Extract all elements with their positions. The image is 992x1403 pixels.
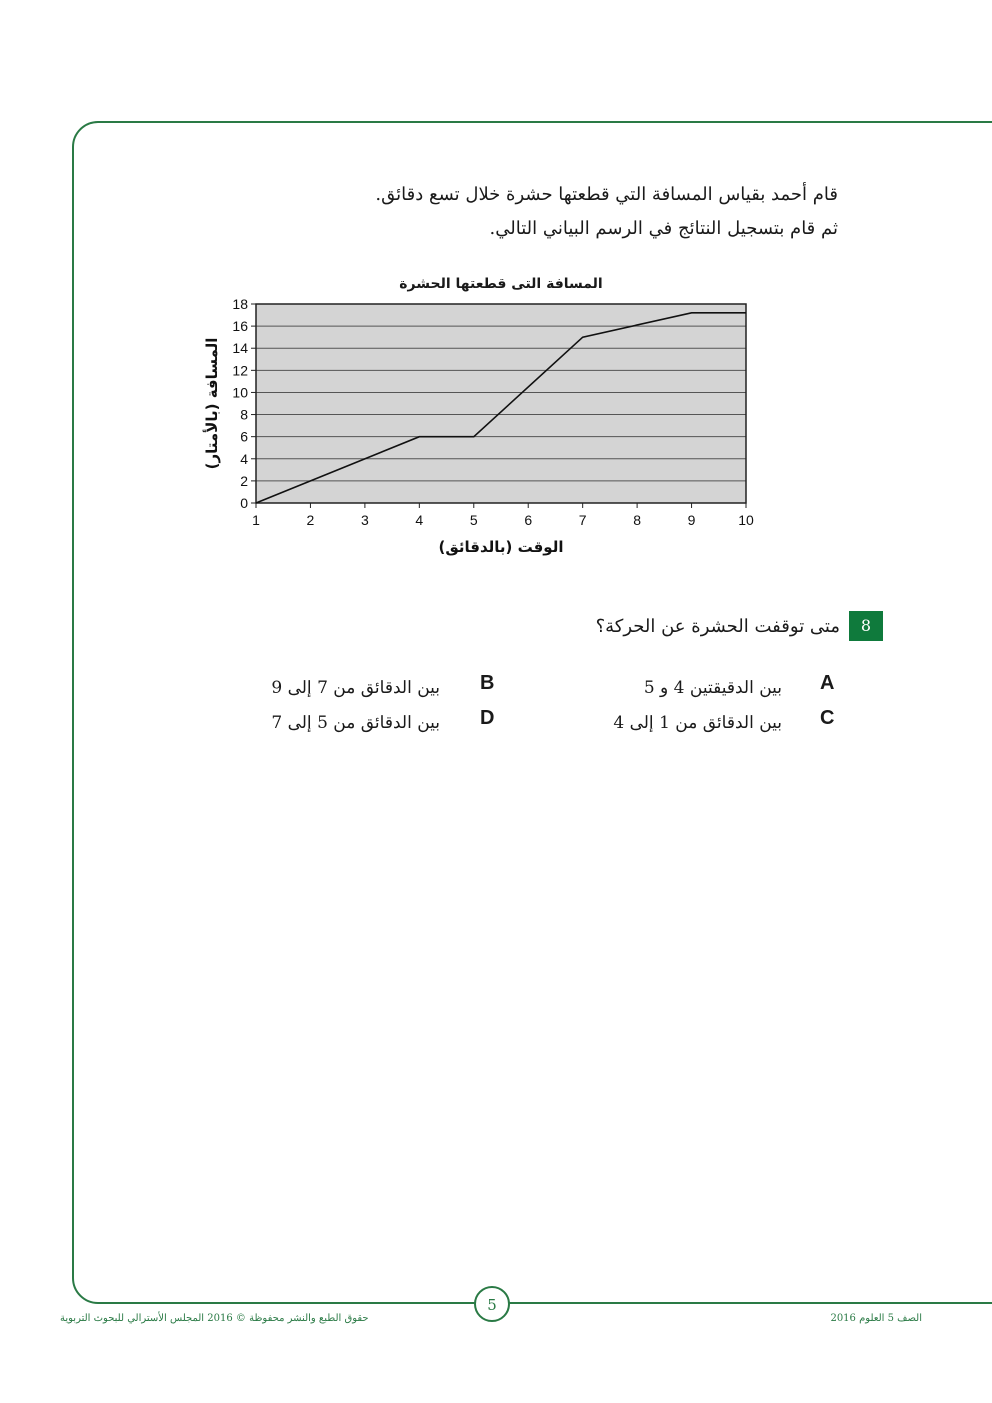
option-b-letter[interactable]: B bbox=[480, 672, 495, 694]
distance-chart bbox=[0, 0, 992, 600]
y-tick-label: 10 bbox=[232, 384, 248, 401]
x-axis-label: الوقت (بالدقائق) bbox=[438, 538, 564, 556]
option-b-text[interactable]: بين الدقائق من 7 إلى 9 bbox=[271, 678, 440, 698]
x-tick-label: 4 bbox=[415, 512, 424, 528]
y-tick-label: 14 bbox=[232, 340, 248, 357]
chart-title: المسافة التى قطعتها الحشرة bbox=[399, 276, 603, 292]
x-tick-label: 5 bbox=[469, 512, 478, 528]
y-tick-label: 8 bbox=[240, 406, 248, 423]
x-tick-label: 2 bbox=[306, 512, 315, 528]
question-text: متى توقفت الحشرة عن الحركة؟ bbox=[595, 616, 840, 637]
y-tick-label: 6 bbox=[240, 428, 248, 445]
page-number: 5 bbox=[474, 1286, 510, 1322]
option-c-text[interactable]: بين الدقائق من 1 إلى 4 bbox=[613, 713, 782, 733]
y-axis-label: المسافة (بالأمتار) bbox=[203, 337, 221, 470]
option-d-text[interactable]: بين الدقائق من 5 إلى 7 bbox=[271, 713, 440, 733]
option-c-letter[interactable]: C bbox=[820, 707, 835, 729]
x-tick-label: 3 bbox=[360, 512, 369, 528]
y-tick-label: 18 bbox=[232, 296, 248, 312]
option-a-letter[interactable]: A bbox=[820, 672, 835, 694]
x-tick-label: 8 bbox=[633, 512, 642, 528]
y-tick-label: 0 bbox=[240, 495, 248, 511]
y-tick-label: 4 bbox=[240, 450, 248, 467]
footer-course: الصف 5 العلوم 2016 bbox=[830, 1313, 922, 1324]
x-tick-label: 1 bbox=[252, 512, 260, 528]
intro-line-1: قام أحمد بقياس المسافة التي قطعتها حشرة خلال تسع دقائق. bbox=[375, 184, 838, 205]
y-tick-label: 2 bbox=[240, 472, 248, 489]
x-tick-label: 7 bbox=[578, 512, 587, 528]
y-tick-label: 16 bbox=[232, 318, 248, 335]
footer-copyright: حقوق الطبع والنشر محفوظة © 2016 المجلس الأسترالي للبحوث التربوية bbox=[60, 1313, 369, 1324]
question-number-badge: 8 bbox=[849, 611, 883, 641]
intro-line-2: ثم قام بتسجيل النتائج في الرسم البياني التالي. bbox=[489, 218, 838, 239]
x-tick-label: 9 bbox=[687, 512, 696, 528]
option-a-text[interactable]: بين الدقيقتين 4 و 5 bbox=[643, 678, 782, 698]
x-tick-label: 10 bbox=[738, 512, 754, 528]
y-tick-label: 12 bbox=[232, 362, 248, 379]
x-tick-label: 6 bbox=[524, 512, 533, 528]
option-d-letter[interactable]: D bbox=[480, 707, 495, 729]
